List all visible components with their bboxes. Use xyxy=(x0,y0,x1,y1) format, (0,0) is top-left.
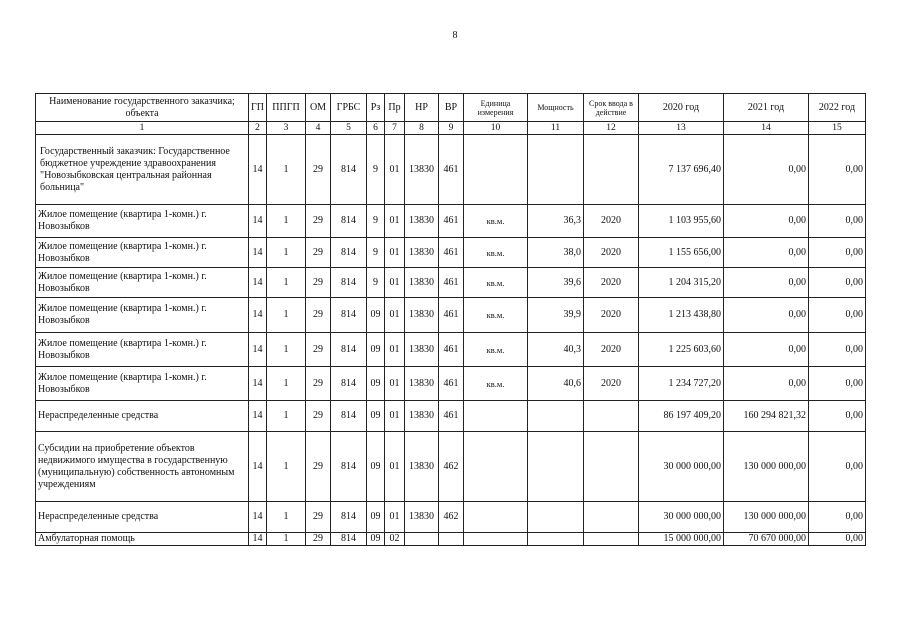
header-pr: Пр xyxy=(385,94,405,122)
cell-2020: 86 197 409,20 xyxy=(639,401,724,432)
cell-om: 29 xyxy=(306,367,331,401)
cell-2021: 160 294 821,32 xyxy=(724,401,809,432)
cell-gp: 14 xyxy=(249,268,267,298)
cell-grbs: 814 xyxy=(331,401,367,432)
row-name: Нераспределенные средства xyxy=(36,502,249,533)
cell-2022: 0,00 xyxy=(809,432,866,502)
cell-2022: 0,00 xyxy=(809,533,866,546)
header-vr: ВР xyxy=(439,94,464,122)
cell-grbs: 814 xyxy=(331,238,367,268)
cell-2022: 0,00 xyxy=(809,502,866,533)
table-row xyxy=(36,502,866,533)
cell-rz: 09 xyxy=(367,432,385,502)
cell-vr: 461 xyxy=(439,367,464,401)
cell-np: 13830 xyxy=(405,502,439,533)
cell-2022: 0,00 xyxy=(809,238,866,268)
cell-unit xyxy=(464,502,528,533)
cell-grbs: 814 xyxy=(331,432,367,502)
cell-power xyxy=(528,502,584,533)
cell-ppgp: 1 xyxy=(267,238,306,268)
column-number: 4 xyxy=(306,122,331,135)
cell-power: 39,9 xyxy=(528,298,584,333)
table-row xyxy=(36,238,866,268)
column-number: 8 xyxy=(405,122,439,135)
cell-pr: 01 xyxy=(385,298,405,333)
cell-np: 13830 xyxy=(405,333,439,367)
cell-term: 2020 xyxy=(584,268,639,298)
cell-rz: 9 xyxy=(367,268,385,298)
row-name: Жилое помещение (квартира 1-комн.) г. Новозыбков xyxy=(36,298,249,333)
header-2021: 2021 год xyxy=(724,94,809,122)
cell-unit xyxy=(464,401,528,432)
column-number: 6 xyxy=(367,122,385,135)
column-number: 13 xyxy=(639,122,724,135)
cell-pr: 01 xyxy=(385,432,405,502)
row-name: Государственный заказчик: Государственное бюджетное учреждение здравоохранения "Новозыбковская центральная районная больница" xyxy=(36,135,249,205)
cell-grbs: 814 xyxy=(331,298,367,333)
column-number: 15 xyxy=(809,122,866,135)
table-row xyxy=(36,298,866,333)
page-number: 8 xyxy=(452,30,458,41)
cell-power: 40,3 xyxy=(528,333,584,367)
header-2020: 2020 год xyxy=(639,94,724,122)
cell-ppgp: 1 xyxy=(267,268,306,298)
cell-ppgp: 1 xyxy=(267,533,306,546)
cell-rz: 09 xyxy=(367,367,385,401)
cell-grbs: 814 xyxy=(331,135,367,205)
cell-pr: 01 xyxy=(385,333,405,367)
cell-rz: 9 xyxy=(367,205,385,238)
row-name: Жилое помещение (квартира 1-комн.) г. Новозыбков xyxy=(36,367,249,401)
cell-grbs: 814 xyxy=(331,502,367,533)
cell-2022: 0,00 xyxy=(809,333,866,367)
cell-pr: 01 xyxy=(385,205,405,238)
header-term: Срок ввода в действие xyxy=(584,94,639,122)
header-2022: 2022 год xyxy=(809,94,866,122)
cell-ppgp: 1 xyxy=(267,205,306,238)
cell-grbs: 814 xyxy=(331,333,367,367)
column-number: 12 xyxy=(584,122,639,135)
cell-np xyxy=(405,533,439,546)
cell-unit: кв.м. xyxy=(464,268,528,298)
cell-ppgp: 1 xyxy=(267,367,306,401)
header-power: Мощность xyxy=(528,94,584,122)
cell-rz: 9 xyxy=(367,135,385,205)
table-row xyxy=(36,135,866,205)
row-name: Амбулаторная помощь xyxy=(36,533,249,546)
cell-power xyxy=(528,135,584,205)
cell-om: 29 xyxy=(306,401,331,432)
cell-gp: 14 xyxy=(249,367,267,401)
column-number: 3 xyxy=(267,122,306,135)
row-name: Субсидии на приобретение объектов недвижимого имущества в государственную (муниципальную) собственность автономным учреждениям xyxy=(36,432,249,502)
cell-ppgp: 1 xyxy=(267,502,306,533)
row-name: Жилое помещение (квартира 1-комн.) г. Новозыбков xyxy=(36,333,249,367)
cell-vr: 462 xyxy=(439,432,464,502)
cell-ppgp: 1 xyxy=(267,298,306,333)
cell-gp: 14 xyxy=(249,432,267,502)
cell-term xyxy=(584,135,639,205)
cell-term xyxy=(584,502,639,533)
cell-grbs: 814 xyxy=(331,533,367,546)
column-number: 14 xyxy=(724,122,809,135)
cell-gp: 14 xyxy=(249,333,267,367)
cell-np: 13830 xyxy=(405,135,439,205)
cell-term: 2020 xyxy=(584,238,639,268)
cell-gp: 14 xyxy=(249,298,267,333)
cell-gp: 14 xyxy=(249,502,267,533)
cell-2020: 30 000 000,00 xyxy=(639,502,724,533)
cell-gp: 14 xyxy=(249,401,267,432)
cell-2020: 1 155 656,00 xyxy=(639,238,724,268)
cell-term xyxy=(584,533,639,546)
row-name: Жилое помещение (квартира 1-комн.) г. Новозыбков xyxy=(36,268,249,298)
cell-grbs: 814 xyxy=(331,268,367,298)
cell-2021: 0,00 xyxy=(724,268,809,298)
cell-vr: 461 xyxy=(439,205,464,238)
column-number: 7 xyxy=(385,122,405,135)
header-om: ОМ xyxy=(306,94,331,122)
cell-2021: 0,00 xyxy=(724,205,809,238)
cell-power xyxy=(528,401,584,432)
cell-vr: 461 xyxy=(439,268,464,298)
header-gp: ГП xyxy=(249,94,267,122)
cell-gp: 14 xyxy=(249,238,267,268)
cell-vr: 461 xyxy=(439,298,464,333)
cell-np: 13830 xyxy=(405,238,439,268)
header-ppgp: ППГП xyxy=(267,94,306,122)
cell-2021: 70 670 000,00 xyxy=(724,533,809,546)
cell-pr: 02 xyxy=(385,533,405,546)
cell-unit xyxy=(464,533,528,546)
column-number: 9 xyxy=(439,122,464,135)
cell-term: 2020 xyxy=(584,298,639,333)
cell-unit: кв.м. xyxy=(464,205,528,238)
cell-2021: 130 000 000,00 xyxy=(724,502,809,533)
cell-unit: кв.м. xyxy=(464,238,528,268)
cell-om: 29 xyxy=(306,298,331,333)
cell-term: 2020 xyxy=(584,205,639,238)
cell-np: 13830 xyxy=(405,298,439,333)
column-number: 10 xyxy=(464,122,528,135)
cell-unit xyxy=(464,432,528,502)
cell-2020: 15 000 000,00 xyxy=(639,533,724,546)
cell-2020: 1 225 603,60 xyxy=(639,333,724,367)
cell-pr: 01 xyxy=(385,367,405,401)
cell-2022: 0,00 xyxy=(809,401,866,432)
cell-om: 29 xyxy=(306,333,331,367)
cell-unit xyxy=(464,135,528,205)
cell-rz: 09 xyxy=(367,333,385,367)
cell-ppgp: 1 xyxy=(267,333,306,367)
cell-pr: 01 xyxy=(385,401,405,432)
cell-2021: 0,00 xyxy=(724,238,809,268)
cell-2022: 0,00 xyxy=(809,367,866,401)
column-number-row xyxy=(36,122,866,135)
table-row xyxy=(36,205,866,238)
cell-ppgp: 1 xyxy=(267,135,306,205)
table-row xyxy=(36,367,866,401)
row-name: Жилое помещение (квартира 1-комн.) г. Новозыбков xyxy=(36,238,249,268)
cell-term xyxy=(584,432,639,502)
cell-np: 13830 xyxy=(405,367,439,401)
cell-vr: 462 xyxy=(439,502,464,533)
header-name: Наименование государственного заказчика; объекта xyxy=(36,94,249,122)
cell-np: 13830 xyxy=(405,401,439,432)
cell-2021: 130 000 000,00 xyxy=(724,432,809,502)
cell-vr: 461 xyxy=(439,333,464,367)
cell-term: 2020 xyxy=(584,367,639,401)
cell-power: 39,6 xyxy=(528,268,584,298)
row-name: Жилое помещение (квартира 1-комн.) г. Новозыбков xyxy=(36,205,249,238)
cell-power: 40,6 xyxy=(528,367,584,401)
cell-2020: 1 103 955,60 xyxy=(639,205,724,238)
cell-2020: 30 000 000,00 xyxy=(639,432,724,502)
row-name: Нераспределенные средства xyxy=(36,401,249,432)
cell-2020: 1 213 438,80 xyxy=(639,298,724,333)
cell-2020: 7 137 696,40 xyxy=(639,135,724,205)
cell-term xyxy=(584,401,639,432)
table-row xyxy=(36,333,866,367)
cell-rz: 09 xyxy=(367,502,385,533)
cell-2021: 0,00 xyxy=(724,367,809,401)
cell-2022: 0,00 xyxy=(809,268,866,298)
cell-gp: 14 xyxy=(249,135,267,205)
cell-2020: 1 234 727,20 xyxy=(639,367,724,401)
cell-2021: 0,00 xyxy=(724,135,809,205)
header-rz: Рз xyxy=(367,94,385,122)
cell-pr: 01 xyxy=(385,135,405,205)
cell-np: 13830 xyxy=(405,205,439,238)
cell-2020: 1 204 315,20 xyxy=(639,268,724,298)
header-unit: Единица измерения xyxy=(464,94,528,122)
cell-gp: 14 xyxy=(249,533,267,546)
cell-unit: кв.м. xyxy=(464,367,528,401)
cell-om: 29 xyxy=(306,268,331,298)
cell-2022: 0,00 xyxy=(809,135,866,205)
budget-table xyxy=(35,93,866,546)
cell-ppgp: 1 xyxy=(267,432,306,502)
header-row xyxy=(36,94,866,122)
column-number: 1 xyxy=(36,122,249,135)
cell-rz: 09 xyxy=(367,533,385,546)
table-row xyxy=(36,432,866,502)
cell-vr: 461 xyxy=(439,135,464,205)
cell-ppgp: 1 xyxy=(267,401,306,432)
cell-vr: 461 xyxy=(439,401,464,432)
header-np: НР xyxy=(405,94,439,122)
cell-np: 13830 xyxy=(405,268,439,298)
cell-power: 38,0 xyxy=(528,238,584,268)
cell-2021: 0,00 xyxy=(724,298,809,333)
table-row xyxy=(36,401,866,432)
cell-om: 29 xyxy=(306,205,331,238)
cell-vr: 461 xyxy=(439,238,464,268)
cell-grbs: 814 xyxy=(331,205,367,238)
column-number: 2 xyxy=(249,122,267,135)
cell-vr xyxy=(439,533,464,546)
table-row xyxy=(36,268,866,298)
cell-2022: 0,00 xyxy=(809,298,866,333)
column-number: 11 xyxy=(528,122,584,135)
cell-power xyxy=(528,432,584,502)
cell-om: 29 xyxy=(306,135,331,205)
cell-gp: 14 xyxy=(249,205,267,238)
table-row xyxy=(36,533,866,546)
cell-rz: 09 xyxy=(367,298,385,333)
cell-2021: 0,00 xyxy=(724,333,809,367)
cell-power: 36,3 xyxy=(528,205,584,238)
cell-om: 29 xyxy=(306,238,331,268)
cell-om: 29 xyxy=(306,502,331,533)
cell-term: 2020 xyxy=(584,333,639,367)
cell-om: 29 xyxy=(306,533,331,546)
cell-rz: 9 xyxy=(367,238,385,268)
cell-np: 13830 xyxy=(405,432,439,502)
column-number: 5 xyxy=(331,122,367,135)
cell-pr: 01 xyxy=(385,268,405,298)
cell-unit: кв.м. xyxy=(464,298,528,333)
cell-om: 29 xyxy=(306,432,331,502)
header-grbs: ГРБС xyxy=(331,94,367,122)
cell-unit: кв.м. xyxy=(464,333,528,367)
cell-rz: 09 xyxy=(367,401,385,432)
cell-pr: 01 xyxy=(385,502,405,533)
cell-power xyxy=(528,533,584,546)
cell-2022: 0,00 xyxy=(809,205,866,238)
cell-pr: 01 xyxy=(385,238,405,268)
cell-grbs: 814 xyxy=(331,367,367,401)
